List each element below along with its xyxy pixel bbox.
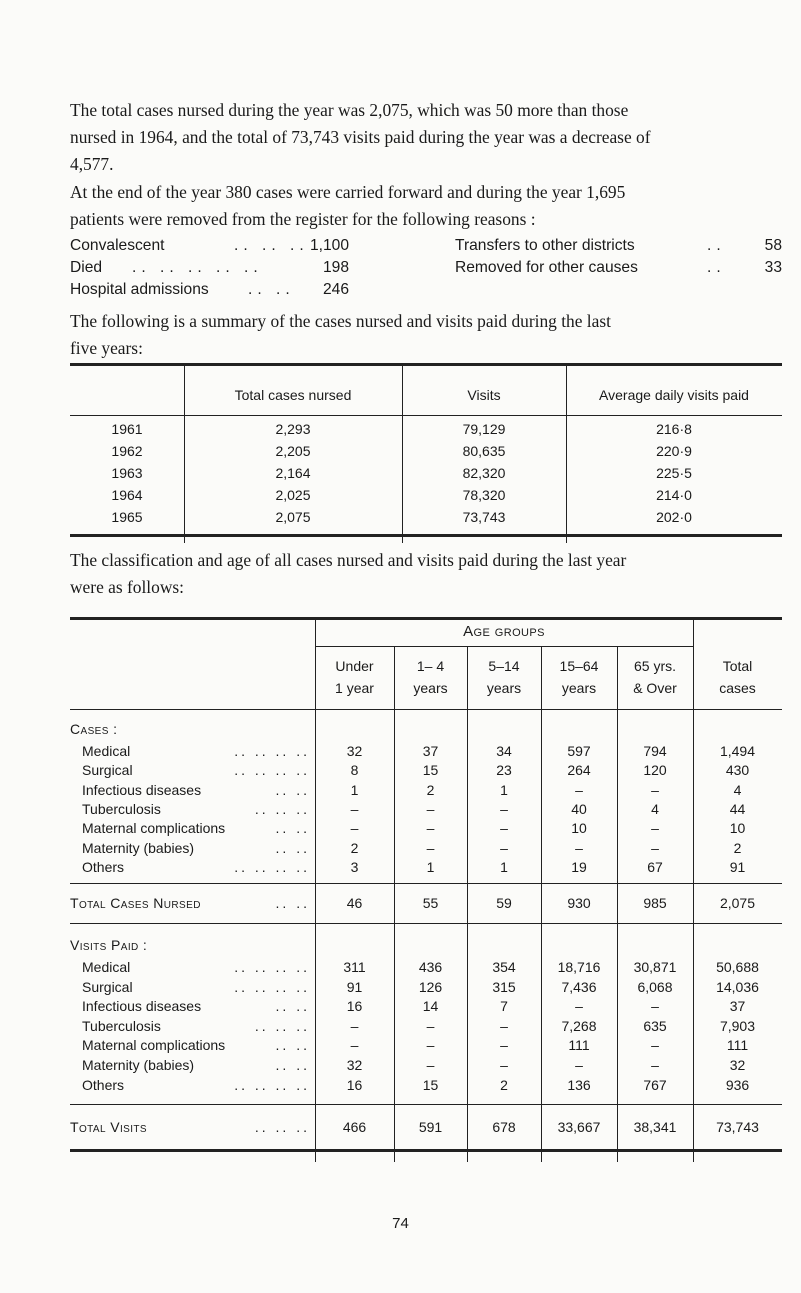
value-cell: 591: [418, 1119, 443, 1135]
value-cell: 10: [729, 820, 746, 837]
value-cell: 264: [567, 762, 591, 779]
value-cell: –: [500, 839, 508, 856]
reason-row-3: [70, 279, 782, 301]
value-cell: –: [651, 998, 659, 1015]
value-cell: 34: [496, 743, 512, 759]
value-cell: 16: [346, 1076, 363, 1093]
header-under-1-year: [315, 655, 394, 699]
value-cell: 1: [426, 858, 435, 875]
value-cell: 430: [725, 762, 750, 779]
value-cell: –: [575, 1057, 583, 1073]
value-cell: 7,436: [561, 978, 597, 995]
table-rule: [70, 1149, 782, 1152]
row-label: Infectious diseases: [82, 998, 202, 1015]
value-cell: 7: [500, 998, 508, 1015]
table-rule: [70, 883, 782, 884]
leader-dots: .. .. .. ..: [234, 978, 310, 995]
header-average-daily-visits: Average daily visits paid: [599, 387, 749, 403]
intro-paragraph-2: [70, 179, 782, 233]
age-groups-header: Age groups: [463, 623, 545, 640]
value-cell: 32: [346, 1057, 363, 1073]
row-label: Infectious diseases: [82, 781, 202, 798]
reason-label: Died: [70, 259, 103, 276]
value-cell: –: [350, 1017, 359, 1034]
value-cell: –: [350, 820, 359, 837]
value-cell: 19: [571, 858, 587, 875]
value-cell: 136: [567, 1076, 591, 1093]
header-line: years: [413, 680, 448, 696]
value-cell: 930: [567, 895, 591, 911]
value-cell: 597: [567, 743, 591, 759]
avg-cell: 216·8: [656, 421, 692, 437]
header-line: Total: [722, 658, 753, 674]
visits-cell: 73,743: [462, 509, 506, 525]
reason-label: Hospital admissions: [70, 281, 209, 298]
value-cell: 46: [346, 895, 363, 911]
row-label: Surgical: [82, 762, 133, 779]
value-cell: 14: [422, 998, 439, 1015]
reason-value: 246: [322, 281, 349, 298]
avg-cell: 220·9: [656, 443, 692, 459]
cases-cell: 2,293: [275, 421, 311, 437]
value-cell: –: [350, 1037, 359, 1054]
value-cell: 59: [496, 895, 512, 911]
value-cell: 32: [729, 1057, 746, 1073]
header-line: 5–14: [488, 658, 520, 674]
leader-dots: .. ..: [275, 998, 310, 1015]
reason-row-2: [70, 257, 782, 279]
value-cell: 315: [492, 978, 516, 995]
leader-dots: .. .. ..: [254, 1017, 310, 1034]
leader-dots: ..: [707, 259, 726, 276]
header-line: years: [561, 680, 597, 696]
intro-paragraph-1: [70, 97, 782, 178]
value-cell: –: [651, 781, 659, 798]
value-cell: –: [426, 839, 435, 856]
reason-label: Removed for other causes: [455, 259, 638, 276]
classification-intro-line-1: The classification and age of all cases nursed and visits paid during the last year: [70, 550, 627, 570]
table-rule: [70, 1104, 782, 1105]
value-cell: 354: [492, 959, 516, 975]
value-cell: 2: [350, 839, 359, 856]
header-line: 15–64: [559, 658, 599, 674]
value-cell: –: [651, 839, 659, 856]
value-cell: 40: [571, 800, 587, 817]
page-number: 74: [392, 1215, 409, 1232]
header-total-cases: [693, 655, 782, 699]
value-cell: 37: [422, 743, 439, 759]
leader-dots: .. ..: [248, 281, 295, 298]
avg-cell: 225·5: [656, 465, 692, 481]
value-cell: 1,494: [719, 743, 756, 759]
value-cell: 67: [647, 858, 663, 875]
visits-heading: Visits Paid :: [70, 937, 148, 953]
year-cell: 1961: [111, 421, 143, 437]
value-cell: 1: [500, 781, 508, 798]
summary-intro-line-1: The following is a summary of the cases nursed and visits paid during the last: [70, 311, 611, 331]
value-cell: –: [426, 1057, 435, 1073]
value-cell: 678: [492, 1119, 516, 1135]
row-label: Maternity (babies): [82, 839, 195, 856]
cases-cell: 2,164: [275, 465, 311, 481]
leader-dots: .. ..: [275, 820, 310, 837]
value-cell: 8: [350, 762, 359, 779]
year-cell: 1962: [111, 443, 143, 459]
header-line: 1 year: [335, 680, 374, 696]
leader-dots: .. ..: [275, 1037, 310, 1054]
value-cell: 635: [643, 1017, 667, 1034]
value-cell: –: [426, 1017, 435, 1034]
value-cell: 120: [643, 762, 667, 779]
leader-dots: .. .. .. ..: [234, 743, 310, 759]
value-cell: 3: [350, 858, 359, 875]
row-label: Total Visits: [70, 1119, 147, 1135]
value-cell: –: [350, 800, 359, 817]
value-cell: 2,075: [719, 895, 756, 911]
value-cell: 50,688: [716, 959, 759, 975]
value-cell: –: [500, 820, 508, 837]
value-cell: 91: [346, 978, 363, 995]
row-label: Medical: [82, 743, 131, 759]
reason-value: 1,100: [309, 237, 349, 254]
value-cell: –: [651, 1057, 659, 1073]
value-cell: –: [575, 998, 583, 1015]
value-cell: –: [426, 1037, 435, 1054]
leader-dots: .. .. ..: [254, 800, 310, 817]
value-cell: 91: [729, 858, 746, 875]
table-rule: [70, 415, 782, 416]
leader-dots: .. .. ..: [234, 237, 309, 254]
avg-cell: 202·0: [656, 509, 692, 525]
avg-cell: 214·0: [656, 487, 692, 503]
p2-line-1: At the end of the year 380 cases were carried forward and during the year 1,695: [70, 182, 626, 202]
summary-intro: [70, 308, 782, 362]
table-rule: [70, 534, 782, 537]
value-cell: 2: [500, 1076, 508, 1093]
value-cell: 4: [733, 781, 742, 798]
table-rule: [70, 363, 782, 366]
value-cell: 936: [725, 1076, 750, 1093]
header-line: 65 yrs.: [633, 658, 676, 674]
leader-dots: .. .. .. ..: [234, 959, 310, 975]
value-cell: 466: [342, 1119, 367, 1135]
table-rule: [70, 617, 782, 620]
reason-value: 198: [322, 259, 349, 276]
p1-line-1: The total cases nursed during the year was 2,075, which was 50 more than those: [70, 100, 629, 120]
row-label: Maternity (babies): [82, 1057, 195, 1073]
value-cell: 2: [733, 839, 742, 856]
value-cell: 1: [500, 858, 508, 875]
row-label: Others: [82, 858, 125, 875]
leader-dots: .. ..: [275, 839, 310, 856]
value-cell: 15: [422, 762, 439, 779]
value-cell: 767: [643, 1076, 667, 1093]
leader-dots: .. ..: [275, 781, 310, 798]
value-cell: 1: [350, 781, 359, 798]
value-cell: –: [500, 1037, 508, 1054]
header-line: 1– 4: [416, 658, 445, 674]
value-cell: 15: [422, 1076, 439, 1093]
header-line: cases: [719, 680, 756, 696]
visits-cell: 79,129: [462, 421, 506, 437]
row-label: Maternal complications: [82, 1037, 226, 1054]
classification-table: [70, 617, 782, 1162]
leader-dots: ..: [707, 237, 726, 254]
table-rule: [70, 923, 782, 924]
classification-intro: [70, 547, 782, 601]
row-label: Maternal complications: [82, 820, 226, 837]
value-cell: 33,667: [557, 1119, 601, 1135]
value-cell: 16: [346, 998, 363, 1015]
header-line: years: [486, 680, 522, 696]
value-cell: 311: [343, 959, 366, 975]
row-label: Medical: [82, 959, 131, 975]
header-5-14-years: [467, 655, 541, 699]
classification-intro-line-2: were as follows:: [70, 577, 184, 597]
row-label: Others: [82, 1076, 125, 1093]
p1-line-2: nursed in 1964, and the total of 73,743 visits paid during the year was a decrease of: [70, 127, 651, 147]
value-cell: –: [426, 800, 435, 817]
reason-value: 33: [764, 259, 782, 276]
value-cell: 38,341: [633, 1119, 677, 1135]
header-line: & Over: [633, 680, 677, 696]
row-label: Tuberculosis: [82, 1017, 161, 1034]
reason-label: Transfers to other districts: [455, 237, 635, 254]
visits-cell: 82,320: [462, 465, 506, 481]
row-label: Total Cases Nursed: [70, 895, 201, 911]
leader-dots: .. .. ..: [254, 1119, 310, 1135]
header-visits: Visits: [467, 387, 501, 403]
value-cell: 44: [729, 800, 746, 817]
value-cell: 14,036: [716, 978, 759, 995]
value-cell: 985: [643, 895, 667, 911]
p1-line-3: 4,577.: [70, 154, 114, 174]
table-rule: [70, 709, 782, 710]
leader-dots: .. .. .. ..: [234, 858, 310, 875]
visits-cell: 80,635: [462, 443, 506, 459]
leader-dots: .. ..: [275, 895, 310, 911]
visits-cell: 78,320: [462, 487, 506, 503]
value-cell: 7,903: [719, 1017, 756, 1034]
value-cell: –: [500, 1017, 508, 1034]
five-year-summary-table: [70, 363, 782, 543]
cases-cell: 2,075: [275, 509, 311, 525]
table-rule: [315, 646, 693, 647]
year-cell: 1964: [111, 487, 143, 503]
reason-label: Convalescent: [70, 237, 165, 254]
value-cell: –: [575, 781, 583, 798]
leader-dots: .. .. .. .. ..: [132, 259, 263, 276]
header-total-cases-nursed: Total cases nursed: [234, 387, 352, 403]
value-cell: –: [426, 820, 435, 837]
value-cell: –: [651, 820, 659, 837]
value-cell: 30,871: [633, 959, 677, 975]
value-cell: 55: [422, 895, 439, 911]
value-cell: 23: [496, 762, 512, 779]
p2-line-2: patients were removed from the register for the following reasons :: [70, 209, 536, 229]
value-cell: –: [575, 839, 583, 856]
year-cell: 1965: [111, 509, 143, 525]
cases-heading: Cases :: [70, 721, 118, 737]
value-cell: 18,716: [557, 959, 601, 975]
value-cell: 436: [418, 959, 443, 975]
reason-row-1: [70, 235, 782, 257]
value-cell: 10: [571, 820, 587, 837]
row-label: Surgical: [82, 978, 133, 995]
removal-reasons: [70, 235, 782, 301]
leader-dots: .. .. .. ..: [234, 762, 310, 779]
header-65-and-over: [617, 655, 693, 699]
header-15-64-years: [541, 655, 617, 699]
summary-intro-line-2: five years:: [70, 338, 143, 358]
header-1-4-years: [394, 655, 467, 699]
value-cell: 111: [726, 1037, 749, 1054]
value-cell: 73,743: [716, 1119, 759, 1135]
value-cell: –: [500, 1057, 508, 1073]
value-cell: 2: [426, 781, 435, 798]
value-cell: 794: [643, 743, 667, 759]
row-label: Tuberculosis: [82, 800, 161, 817]
year-cell: 1963: [111, 465, 143, 481]
value-cell: 32: [346, 743, 363, 759]
cases-cell: 2,025: [275, 487, 311, 503]
leader-dots: .. ..: [275, 1057, 310, 1073]
value-cell: 7,268: [561, 1017, 597, 1034]
value-cell: –: [500, 800, 508, 817]
value-cell: 126: [418, 978, 443, 995]
value-cell: 6,068: [637, 978, 673, 995]
reason-value: 58: [764, 237, 782, 254]
header-line: Under: [335, 658, 374, 674]
value-cell: 4: [651, 800, 659, 817]
value-cell: –: [651, 1037, 659, 1054]
leader-dots: .. .. .. ..: [234, 1076, 310, 1093]
value-cell: 37: [729, 998, 746, 1015]
value-cell: 111: [568, 1037, 590, 1054]
cases-cell: 2,205: [275, 443, 311, 459]
